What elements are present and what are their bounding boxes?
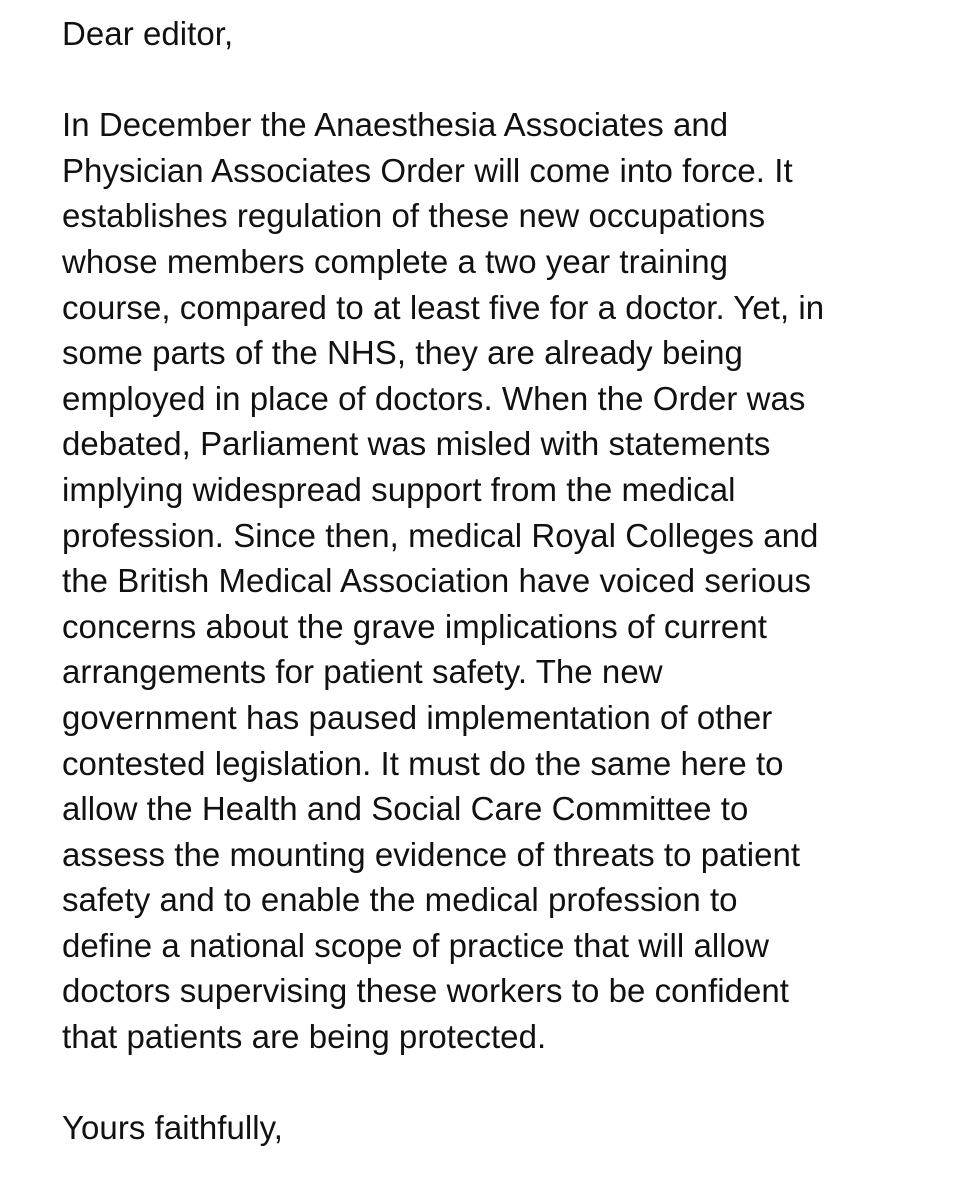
body-line: implying widespread support from the medical bbox=[62, 470, 736, 508]
body-line: allow the Health and Social Care Committee to bbox=[62, 790, 749, 828]
body-line: that patients are being protected. bbox=[62, 1018, 547, 1056]
body-line: the British Medical Association have voiced serious bbox=[62, 562, 812, 600]
body-line: some parts of the NHS, they are already being bbox=[62, 334, 743, 372]
closing: Yours faithfully, bbox=[62, 1109, 283, 1147]
body-line: government has paused implementation of other bbox=[62, 698, 773, 736]
body-line: In December the Anaesthesia Associates and bbox=[62, 106, 729, 144]
body-line: assess the mounting evidence of threats to patient bbox=[62, 835, 801, 873]
body-line: contested legislation. It must do the same here to bbox=[62, 744, 784, 782]
body-line: establishes regulation of these new occupations bbox=[62, 197, 766, 235]
body-line: doctors supervising these workers to be confident bbox=[62, 972, 789, 1010]
body-line: profession. Since then, medical Royal Colleges and bbox=[62, 516, 819, 554]
body-line: define a national scope of practice that will allow bbox=[62, 926, 769, 964]
letter-body bbox=[62, 102, 942, 1059]
body-line: arrangements for patient safety. The new bbox=[62, 653, 663, 691]
salutation: Dear editor, bbox=[62, 15, 234, 52]
body-line: concerns about the grave implications of current bbox=[62, 607, 767, 645]
body-line: safety and to enable the medical profession to bbox=[62, 881, 738, 919]
body-line: whose members complete a two year training bbox=[62, 242, 729, 280]
body-line: employed in place of doctors. When the Order was bbox=[62, 379, 806, 417]
body-line: Physician Associates Order will come into force. It bbox=[62, 151, 793, 189]
letter bbox=[62, 11, 942, 1151]
body-line: debated, Parliament was misled with statements bbox=[62, 425, 771, 463]
body-line: course, compared to at least five for a doctor. Yet, in bbox=[62, 288, 825, 326]
